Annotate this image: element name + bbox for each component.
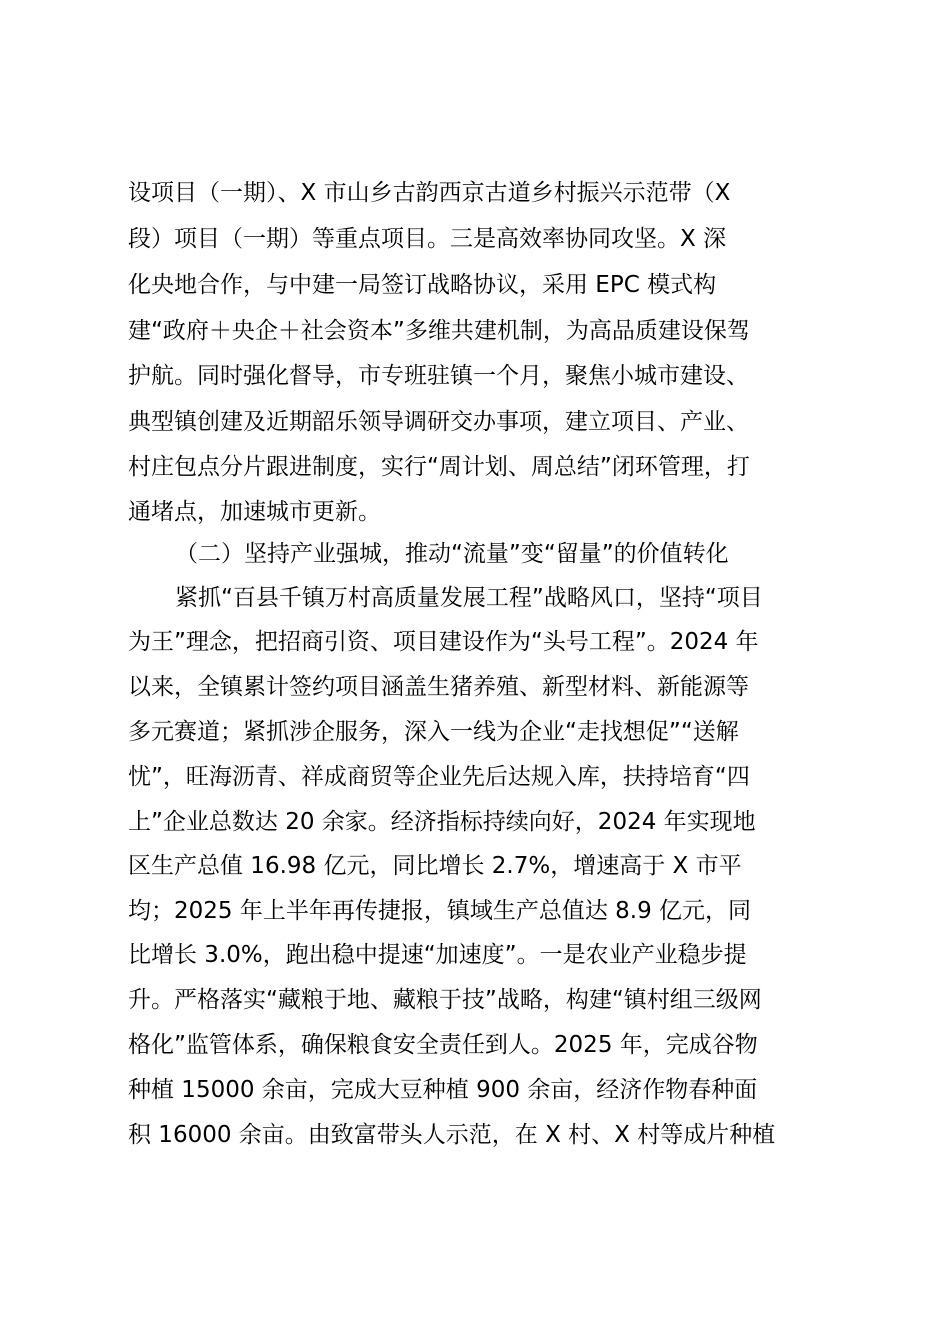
text-line: 比增长 3.0%，跑出稳中提速“加速度”。一是农业产业稳步提 <box>128 942 747 968</box>
text-line: 为王”理念，把招商引资、项目建设作为“头号工程”。2024 年 <box>128 629 759 655</box>
text-line: 格化”监管体系，确保粮食安全责任到人。2025 年，完成谷物 <box>128 1032 758 1058</box>
text-line: 护航。同时强化督导，市专班驻镇一个月，聚焦小城市建设、 <box>128 363 749 389</box>
text-line: 通堵点，加速城市更新。 <box>128 499 381 525</box>
text-line: 升。严格落实“藏粮于地、藏粮于技”战略，构建“镇村组三级网 <box>128 987 762 1013</box>
text-line: 忧”，旺海沥青、祥成商贸等企业先后达规入库，扶持培育“四 <box>128 764 750 790</box>
text-line: 化央地合作，与中建一局签订战略协议，采用 EPC 模式构 <box>128 272 717 298</box>
text-line: 紧抓“百县千镇万村高质量发展工程”战略风口，坚持“项目 <box>175 585 763 611</box>
text-line: 区生产总值 16.98 亿元，同比增长 2.7%，增速高于 X 市平 <box>128 853 742 879</box>
text-line: 上”企业总数达 20 余家。经济指标持续向好，2024 年实现地 <box>128 809 756 835</box>
text-line: 种植 15000 余亩，完成大豆种植 900 余亩，经济作物春种面 <box>128 1077 758 1103</box>
text-line: 建“政府＋央企＋社会资本”多维共建机制，为高品质建设保驾 <box>128 318 750 344</box>
text-line: 以来，全镇累计签约项目涵盖生猪养殖、新型材料、新能源等 <box>128 674 749 700</box>
text-line: 设项目（一期）、X 市山乡古韵西京古道乡村振兴示范带（X <box>128 180 731 206</box>
text-line: 典型镇创建及近期韶乐领导调研交办事项，建立项目、产业、 <box>128 409 749 435</box>
text-line: 多元赛道；紧抓涉企服务，深入一线为企业“走找想促”“送解 <box>128 719 739 745</box>
section-heading: （二）坚持产业强城，推动“流量”变“留量”的价值转化 <box>175 541 729 567</box>
text-line: 积 16000 余亩。由致富带头人示范，在 X 村、X 村等成片种植 <box>128 1122 776 1148</box>
text-line: 村庄包点分片跟进制度，实行“周计划、周总结”闭环管理，打 <box>128 454 750 480</box>
text-line: 段）项目（一期）等重点项目。三是高效率协同攻坚。X 深 <box>128 226 727 252</box>
text-line: 均；2025 年上半年再传捷报，镇域生产总值达 8.9 亿元，同 <box>128 898 752 924</box>
